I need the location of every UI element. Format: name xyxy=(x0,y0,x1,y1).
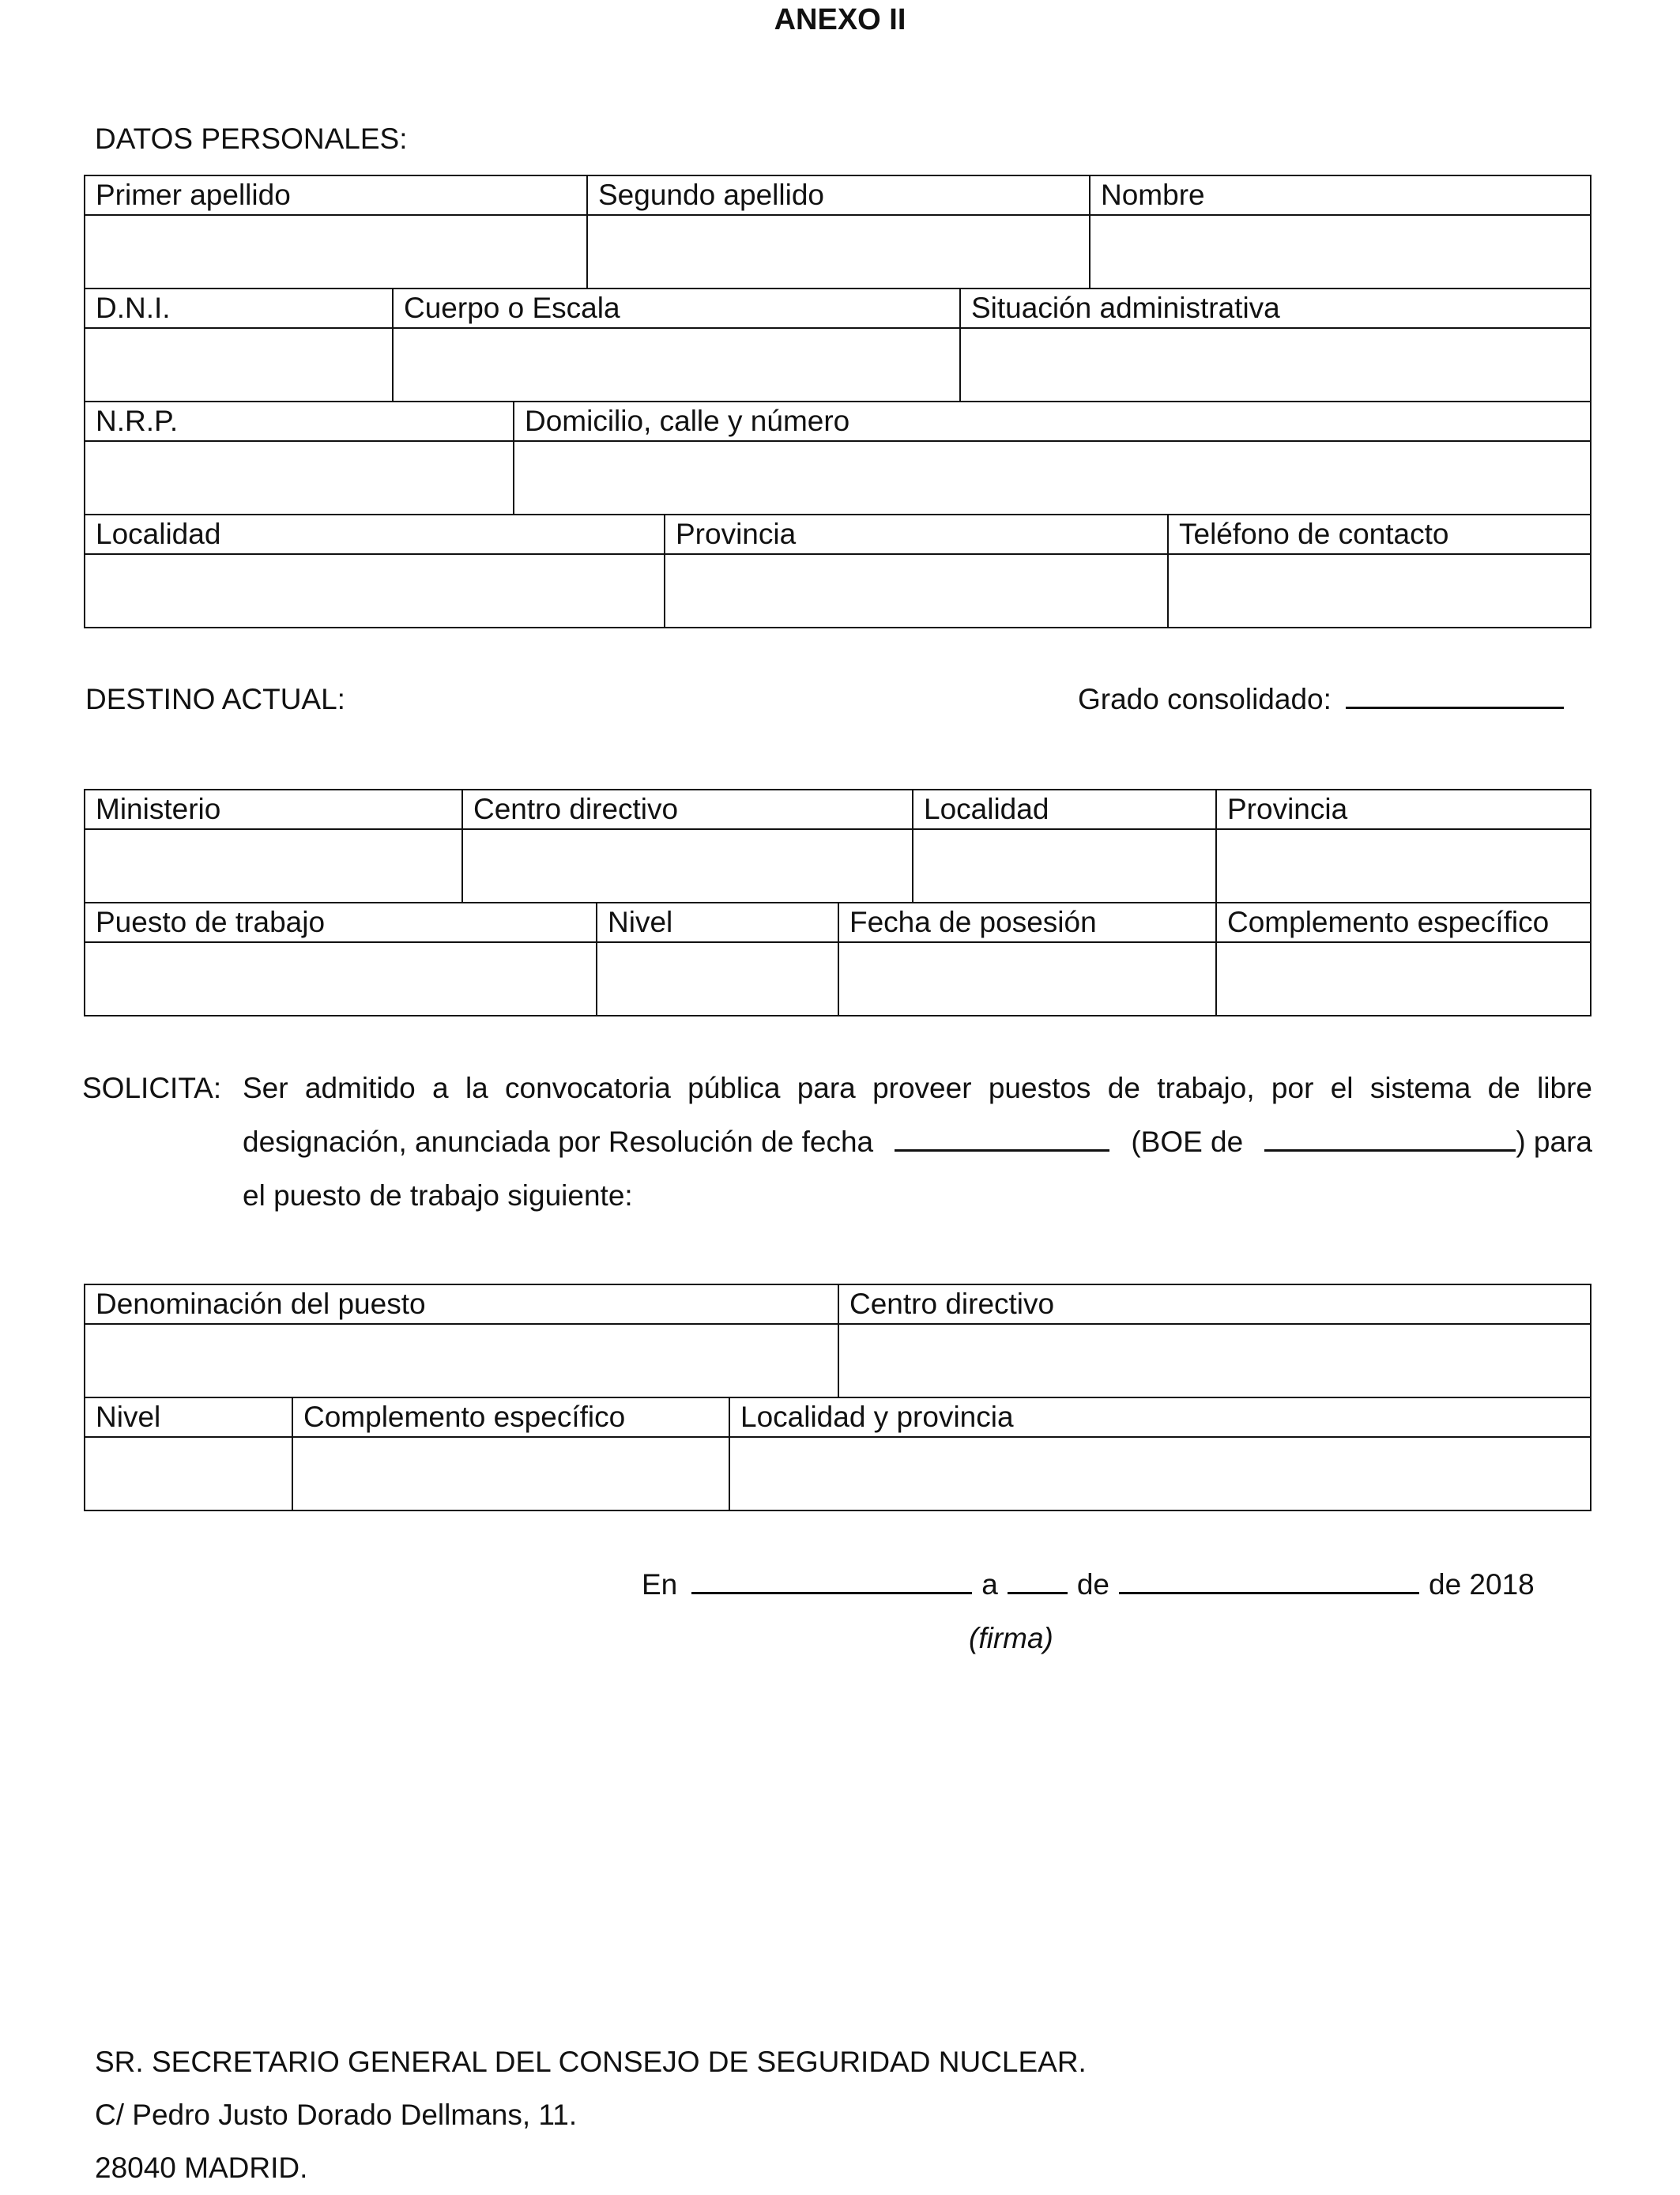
domicilio-label: Domicilio, calle y número xyxy=(514,402,1591,441)
provincia-field[interactable] xyxy=(665,554,1168,628)
datos-personales-table xyxy=(84,175,1591,289)
boe-fecha-blank[interactable] xyxy=(1264,1126,1516,1152)
solicita-label: SOLICITA: xyxy=(82,1072,222,1104)
primer-apellido-field[interactable] xyxy=(85,215,587,289)
puesto-nivel-field[interactable] xyxy=(85,1437,292,1510)
datos-personales-heading: DATOS PERSONALES: xyxy=(95,123,408,155)
boe-label: (BOE de xyxy=(1131,1126,1244,1158)
dia-blank[interactable] xyxy=(1008,1568,1068,1594)
puesto-solicitado-table xyxy=(84,1284,1591,1398)
ministerio-label: Ministerio xyxy=(85,790,462,829)
page-title: ANEXO II xyxy=(774,3,906,36)
destino-actual-table xyxy=(84,789,1591,903)
destino-actual-table-2 xyxy=(84,902,1591,1016)
nombre-field[interactable] xyxy=(1090,215,1591,289)
para-label: ) para xyxy=(1516,1126,1592,1158)
complemento-especifico-label: Complemento específico xyxy=(1216,903,1591,942)
complemento-especifico-field[interactable] xyxy=(1216,942,1591,1016)
grado-consolidado-blank[interactable] xyxy=(1346,683,1564,709)
solicita-line-3: el puesto de trabajo siguiente: xyxy=(243,1179,633,1212)
localidad-label: Localidad xyxy=(85,515,665,554)
nrp-field[interactable] xyxy=(85,441,514,515)
mes-blank[interactable] xyxy=(1119,1568,1419,1594)
puesto-centro-directivo-label: Centro directivo xyxy=(838,1284,1591,1324)
dni-field[interactable] xyxy=(85,328,393,402)
datos-personales-table-3 xyxy=(84,401,1591,515)
de-year-label: de 2018 xyxy=(1429,1568,1535,1601)
localidad-field[interactable] xyxy=(85,554,665,628)
destinatario-line-2: C/ Pedro Justo Dorado Dellmans, 11. xyxy=(95,2099,578,2131)
domicilio-field[interactable] xyxy=(514,441,1591,515)
solicita-line-2-text: designación, anunciada por Resolución de fecha xyxy=(243,1126,874,1158)
puesto-centro-directivo-field[interactable] xyxy=(838,1324,1591,1397)
lugar-blank[interactable] xyxy=(691,1568,972,1594)
puesto-solicitado-table-2 xyxy=(84,1397,1591,1511)
cuerpo-escala-label: Cuerpo o Escala xyxy=(393,289,960,328)
centro-directivo-label: Centro directivo xyxy=(462,790,913,829)
destinatario-line-1: SR. SECRETARIO GENERAL DEL CONSEJO DE SEGURIDAD NUCLEAR. xyxy=(95,2046,1087,2078)
de-label: de xyxy=(1076,1568,1109,1601)
puesto-complemento-field[interactable] xyxy=(292,1437,729,1510)
puesto-trabajo-label: Puesto de trabajo xyxy=(85,903,597,942)
situacion-administrativa-field[interactable] xyxy=(960,328,1591,402)
destino-provincia-field[interactable] xyxy=(1216,829,1591,903)
situacion-administrativa-label: Situación administrativa xyxy=(960,289,1591,328)
nrp-label: N.R.P. xyxy=(85,402,514,441)
localidad-provincia-field[interactable] xyxy=(729,1437,1591,1510)
destino-provincia-label: Provincia xyxy=(1216,790,1591,829)
boe-group xyxy=(1264,1115,1592,1169)
solicita-line-2 xyxy=(243,1115,1592,1169)
cuerpo-escala-field[interactable] xyxy=(393,328,960,402)
destinatario-line-3: 28040 MADRID. xyxy=(95,2152,308,2184)
puesto-nivel-label: Nivel xyxy=(85,1397,292,1437)
grado-consolidado xyxy=(1078,683,1564,716)
fecha-posesion-field[interactable] xyxy=(838,942,1216,1016)
nivel-field[interactable] xyxy=(597,942,838,1016)
en-label: En xyxy=(642,1568,678,1601)
denominacion-puesto-label: Denominación del puesto xyxy=(85,1284,838,1324)
denominacion-puesto-field[interactable] xyxy=(85,1324,838,1397)
puesto-trabajo-field[interactable] xyxy=(85,942,597,1016)
localidad-provincia-label: Localidad y provincia xyxy=(729,1397,1591,1437)
centro-directivo-field[interactable] xyxy=(462,829,913,903)
grado-consolidado-label: Grado consolidado: xyxy=(1078,683,1332,715)
segundo-apellido-field[interactable] xyxy=(587,215,1090,289)
telefono-label: Teléfono de contacto xyxy=(1168,515,1591,554)
datos-personales-table-2 xyxy=(84,288,1591,402)
datos-personales-table-4 xyxy=(84,514,1591,628)
nombre-label: Nombre xyxy=(1090,175,1591,215)
puesto-complemento-label: Complemento específico xyxy=(292,1397,729,1437)
resolucion-fecha-blank[interactable] xyxy=(895,1126,1109,1152)
destino-localidad-label: Localidad xyxy=(913,790,1216,829)
ministerio-field[interactable] xyxy=(85,829,462,903)
destino-actual-heading: DESTINO ACTUAL: xyxy=(85,683,345,715)
a-label: a xyxy=(981,1568,998,1601)
primer-apellido-label: Primer apellido xyxy=(85,175,587,215)
telefono-field[interactable] xyxy=(1168,554,1591,628)
dni-label: D.N.I. xyxy=(85,289,393,328)
segundo-apellido-label: Segundo apellido xyxy=(587,175,1090,215)
fecha-posesion-label: Fecha de posesión xyxy=(838,903,1216,942)
provincia-label: Provincia xyxy=(665,515,1168,554)
destino-localidad-field[interactable] xyxy=(913,829,1216,903)
firma-label: (firma) xyxy=(969,1622,1053,1654)
solicita-line-1: Ser admitido a la convocatoria pública para proveer puestos de trabajo, por el sistema de libre xyxy=(243,1072,1592,1104)
nivel-label: Nivel xyxy=(597,903,838,942)
fecha-firma-line xyxy=(642,1558,1568,1612)
